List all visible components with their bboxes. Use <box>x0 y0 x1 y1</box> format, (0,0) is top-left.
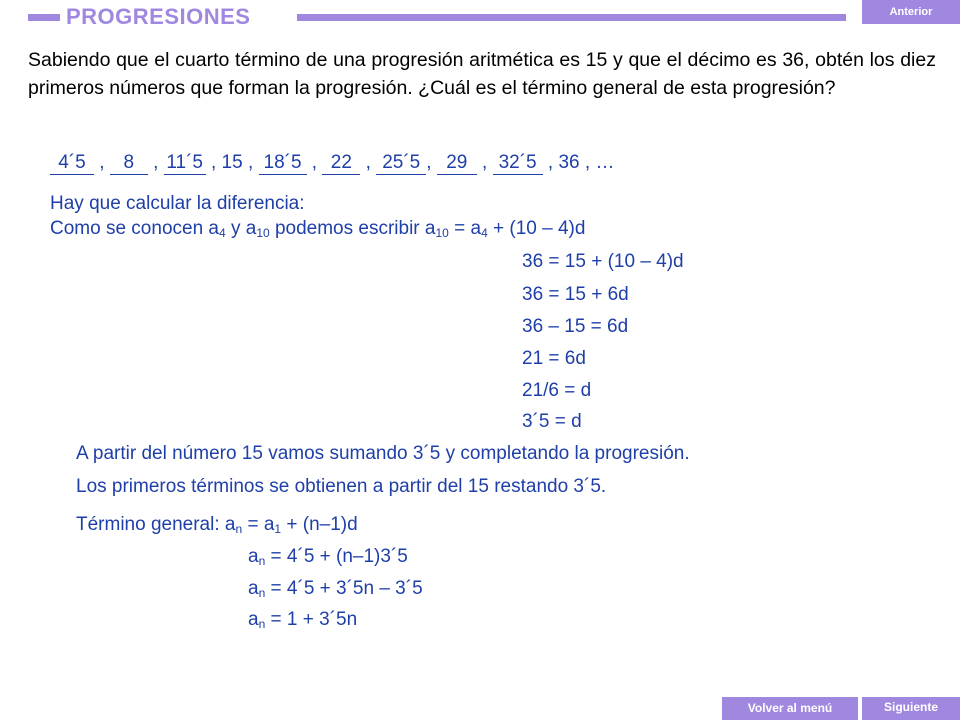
equation-step: 36 – 15 = 6d <box>522 316 629 337</box>
explanation-note: A partir del número 15 vamos sumando 3´5 y completando la progresión. <box>76 443 690 464</box>
sequence-term: 18´5 <box>259 152 307 175</box>
problem-statement: Sabiendo que el cuarto término de una progresión aritmética es 15 y que el décimo es 36, obtén los diez primeros números que forman la progresión. ¿Cuál es el término general de esta progresión? <box>28 49 936 99</box>
known-terms-equation: Como se conocen $a_4$ y $a_{10}$ podemos escribir $a_{10} = a_4 + (10 - 4)d$ <box>50 218 586 240</box>
solution-intro: Hay que calcular la diferencia: <box>50 193 305 214</box>
sequence-term: 29 <box>437 152 477 175</box>
previous-button[interactable]: Anterior <box>862 0 960 24</box>
sequence-term: … <box>595 152 615 173</box>
equation-step: 36 = 15 + 6d <box>522 284 629 305</box>
sequence-term: 22 <box>322 152 360 175</box>
header-bar-left <box>28 14 60 21</box>
equation-step: 21 = 6d <box>522 348 586 369</box>
equation-step: 36 = 15 + (10 – 4)d <box>522 251 684 272</box>
header-bar-right <box>297 14 846 21</box>
sequence-terms: 4´5 , 8 , 11´5 , 15 , 18´5 , 22 , 25´5 , 29 , 32´5 , 36 , … <box>50 150 614 176</box>
sequence-term: 11´5 <box>164 152 206 175</box>
sequence-term: 15 <box>221 152 243 173</box>
page-title: PROGRESIONES <box>66 4 251 29</box>
sequence-term: 25´5 <box>376 152 426 175</box>
explanation-note: Los primeros términos se obtienen a partir del 15 restando 3´5. <box>76 476 607 497</box>
sequence-term: 32´5 <box>493 152 543 175</box>
general-term-step: $a_n$ = 4´5 + (n–1)3´5 <box>248 546 408 568</box>
general-term-step: $a_n$ = 4´5 + 3´5n – 3´5 <box>248 578 423 600</box>
sequence-term: 8 <box>110 152 148 175</box>
equation-step: 21/6 = d <box>522 380 592 401</box>
back-to-menu-button[interactable]: Volver al menú <box>722 697 858 720</box>
general-term-step: $a_n = 1$ + 3´5n <box>248 609 358 631</box>
sequence-term: 36 <box>558 152 580 173</box>
next-button[interactable]: Siguiente <box>862 697 960 720</box>
general-term-formula: Término general: $a_n = a_1 + (n-1)d$ <box>76 514 358 536</box>
sequence-term: 4´5 <box>50 152 94 175</box>
equation-step: 3´5 = d <box>522 411 582 432</box>
